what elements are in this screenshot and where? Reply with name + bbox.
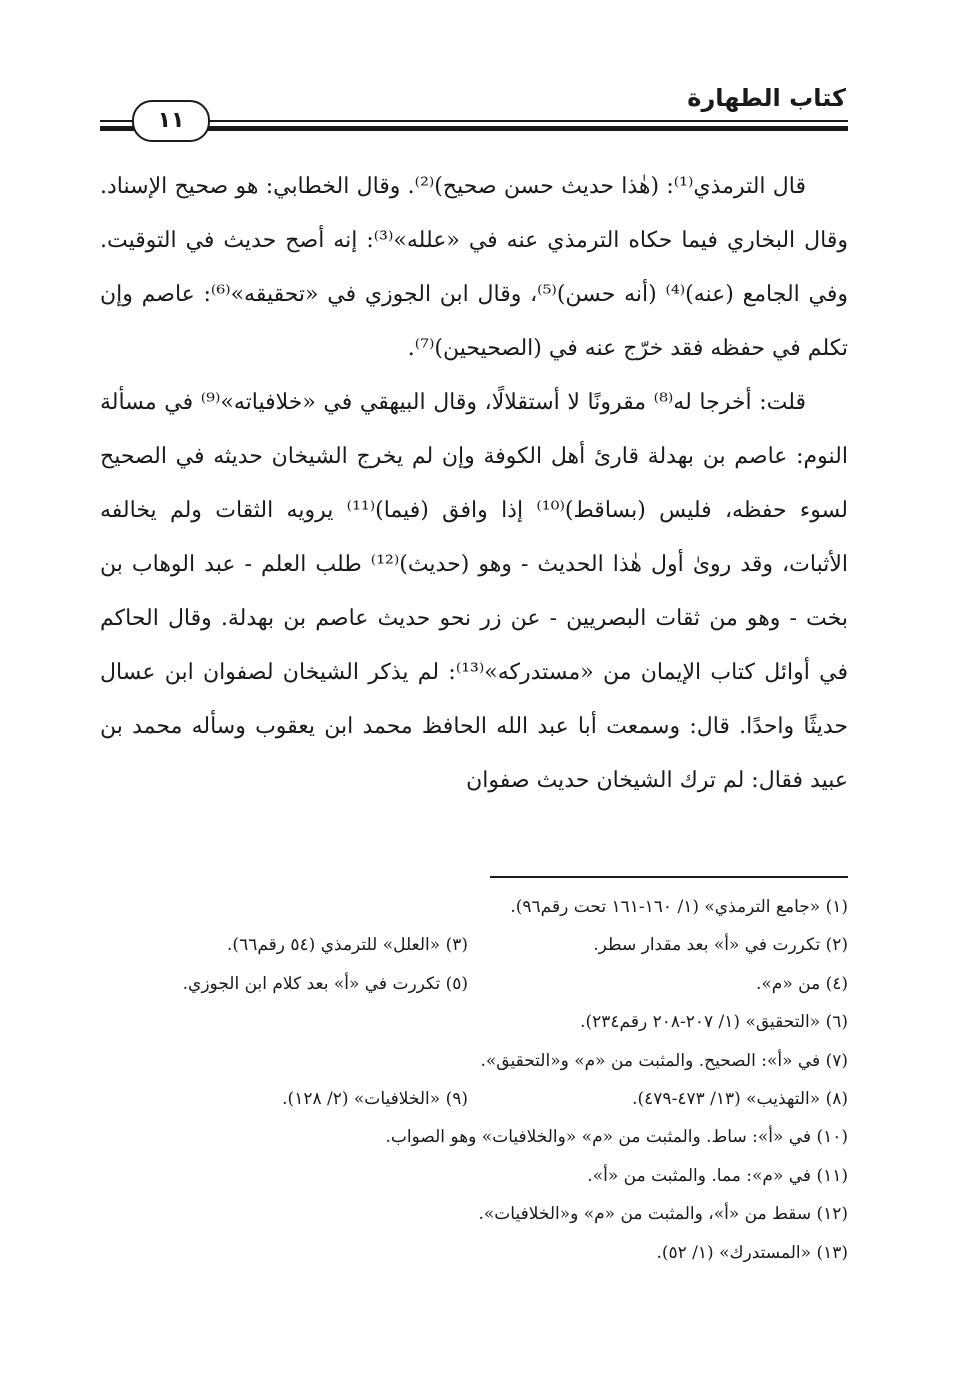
header-rule-thick	[100, 126, 848, 131]
footnote: (١١) في «م»: مما. والمثبت من «أ».	[587, 1165, 848, 1186]
footnote: (٢) تكررت في «أ» بعد مقدار سطر.	[593, 935, 848, 956]
footnote: (٧) في «أ»: الصحيح. والمثبت من «م» و«التحقيق».	[480, 1050, 848, 1071]
footnote-row	[100, 1195, 848, 1233]
footnote: (٩) «الخلافيات» (٢/ ١٢٨).	[282, 1088, 468, 1109]
footnote: (١٣) «المستدرك» (١/ ٥٢).	[656, 1242, 848, 1263]
footnote-row	[100, 1080, 848, 1118]
paragraph-2: قلت: أخرجا له⁽⁸⁾ مقرونًا لا أستقلالًا، وقال البيهقي في «خلافياته»⁽⁹⁾ في مسألة النوم: عاصم بن بهدلة قارئ أهل الكوفة وإن لم يخرج الشيخان حديثه في الصحيح لسوء حفظه، فليس (بساقط)⁽¹⁰⁾ إذا وافق (فيما)⁽¹¹⁾ يرويه الثقات ولم يخالفه الأثبات، وقد روىٰ أول هٰذا الحديث - وهو (حديث)⁽¹²⁾ طلب العلم - عبد الوهاب بن بخت - وهو من ثقات البصريين - عن زر نحو حديث عاصم بن بهدلة. وقال الحاكم في أوائل كتاب الإيمان من «مستدركه»⁽¹³⁾: لم يذكر الشيخان لصفوان ابن عسال حديثًا واحدًا. قال: وسمعت أبا عبد الله الحافظ محمد ابن يعقوب وسأله محمد بن عبيد فقال: لم ترك الشيخان حديث صفوان	[100, 390, 848, 793]
footnote-row	[100, 1042, 848, 1080]
footnote: (٨) «التهذيب» (١٣/ ٤٧٣-٤٧٩).	[632, 1088, 848, 1109]
running-title: كتاب الطهارة	[687, 84, 846, 112]
footnote: (٣) «العلل» للترمذي (٥٤ رقم٦٦).	[227, 935, 468, 956]
paragraph-1: قال الترمذي⁽¹⁾: (هٰذا حديث حسن صحيح)⁽²⁾. وقال الخطابي: هو صحيح الإسناد. وقال البخاري فيما حكاه الترمذي عنه في «علله»⁽³⁾: إنه أصح حديث في التوقيت. وفي الجامع (عنه)⁽⁴⁾ (أنه حسن)⁽⁵⁾، وقال ابن الجوزي في «تحقيقه»⁽⁶⁾: عاصم وإن تكلم في حفظه فقد خرّج عنه في (الصحيحين)⁽⁷⁾.	[100, 174, 848, 361]
footnote: (١٠) في «أ»: ساط. والمثبت من «م» «والخلافيات» وهو الصواب.	[385, 1127, 848, 1148]
footnote: (١) «جامع الترمذي» (١/ ١٦٠-١٦١ تحت رقم٩٦).	[510, 897, 848, 917]
footnote: (٥) تكررت في «أ» بعد كلام ابن الجوزي.	[182, 973, 468, 994]
footnote-row	[100, 1118, 848, 1156]
footnote: (٤) من «م».	[756, 973, 848, 994]
footnote: (١٢) سقط من «أ»، والمثبت من «م» و«الخلافيات».	[478, 1204, 848, 1225]
main-text	[100, 160, 848, 808]
footnote-separator	[490, 876, 848, 878]
footnote: (٦) «التحقيق» (١/ ٢٠٧-٢٠٨ رقم٢٣٤).	[580, 1012, 848, 1033]
footnote-row	[100, 1157, 848, 1195]
footnote-row	[100, 965, 848, 1003]
footnotes	[100, 888, 848, 1272]
footnote-row	[100, 1234, 848, 1272]
footnote-row	[100, 1003, 848, 1041]
page-header	[0, 0, 956, 160]
page-number-badge: ١١	[132, 100, 210, 142]
header-rule-thin	[100, 120, 848, 122]
footnote-row	[100, 926, 848, 964]
footnote-row	[100, 888, 848, 926]
